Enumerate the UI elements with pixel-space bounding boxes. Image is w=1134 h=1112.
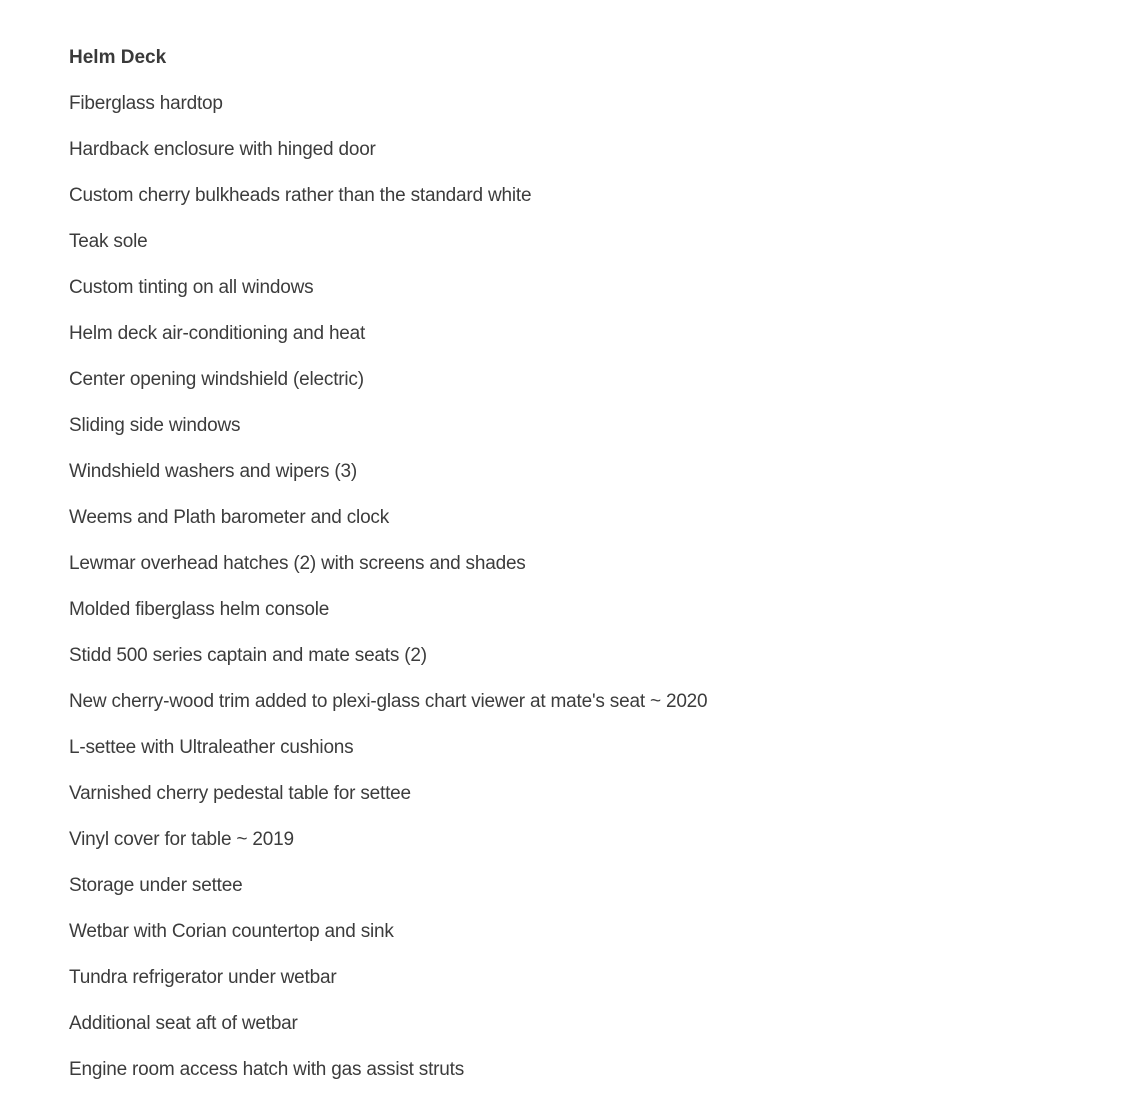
list-item: Custom tinting on all windows <box>69 277 314 298</box>
list-item: Helm deck air-conditioning and heat <box>69 323 366 344</box>
list-item: Storage under settee <box>69 875 243 896</box>
list-item: Engine room access hatch with gas assist struts <box>69 1059 465 1080</box>
list-item: L-settee with Ultraleather cushions <box>69 737 354 758</box>
section-heading: Helm Deck <box>69 47 167 68</box>
list-item: Molded fiberglass helm console <box>69 599 330 620</box>
list-item: Custom cherry bulkheads rather than the standard white <box>69 185 532 206</box>
list-item: Sliding side windows <box>69 415 241 436</box>
list-item: Tundra refrigerator under wetbar <box>69 967 337 988</box>
list-item: Teak sole <box>69 231 148 252</box>
list-item: Vinyl cover for table ~ 2019 <box>69 829 294 850</box>
list-item: Center opening windshield (electric) <box>69 369 364 390</box>
helm-deck-section <box>69 44 1069 1102</box>
list-item: Varnished cherry pedestal table for settee <box>69 783 411 804</box>
list-item: New cherry-wood trim added to plexi-glass chart viewer at mate's seat ~ 2020 <box>69 691 708 712</box>
list-item: Windshield washers and wipers (3) <box>69 461 358 482</box>
list-item: Additional seat aft of wetbar <box>69 1013 298 1034</box>
feature-list <box>69 90 1069 1084</box>
list-item: Hardback enclosure with hinged door <box>69 139 376 160</box>
list-item: Stidd 500 series captain and mate seats (2) <box>69 645 427 666</box>
list-item: Fiberglass hardtop <box>69 93 223 114</box>
list-item: Wetbar with Corian countertop and sink <box>69 921 394 942</box>
list-item: Lewmar overhead hatches (2) with screens and shades <box>69 553 526 574</box>
list-item: Weems and Plath barometer and clock <box>69 507 390 528</box>
